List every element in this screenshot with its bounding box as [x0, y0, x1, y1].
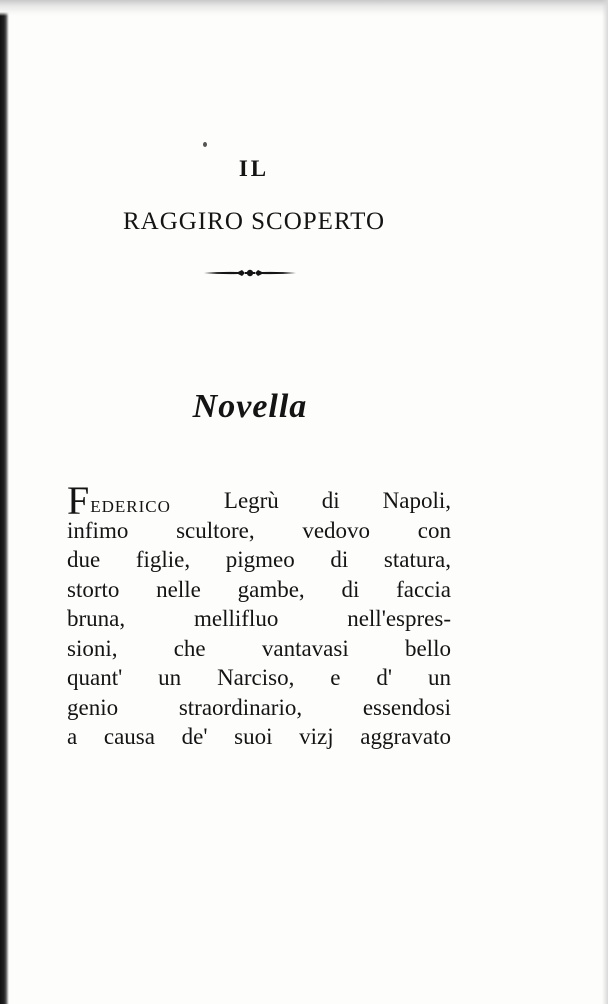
story-title: RAGGIRO SCOPERTO: [123, 208, 385, 235]
word: storto: [67, 576, 120, 602]
text-line-7: [67, 663, 451, 693]
title-article: IL: [238, 156, 270, 181]
word: pigmeo: [225, 547, 295, 572]
word: scultore,: [176, 517, 255, 543]
right-page-shadow: [602, 0, 608, 1004]
word: gambe,: [237, 576, 305, 602]
story-body: [67, 478, 451, 752]
word: due: [67, 547, 101, 572]
word: suoi: [234, 724, 273, 749]
genre-subtitle: Novella: [192, 388, 308, 425]
word: figlie,: [135, 547, 191, 572]
text-line-9: [67, 722, 451, 752]
word: vedovo: [302, 517, 371, 543]
word: essendosi: [362, 694, 451, 720]
word: nelle: [156, 576, 201, 602]
word: d': [376, 665, 393, 690]
ink-speck: [203, 142, 207, 147]
word: Legrù: [223, 488, 279, 513]
word: a: [67, 724, 78, 749]
word: bruna,: [67, 606, 126, 631]
binding-edge: [0, 0, 9, 1004]
text-line-1: [67, 478, 451, 523]
word: e: [330, 665, 341, 690]
text-line-4: [67, 575, 451, 605]
word: di: [321, 488, 340, 513]
word: quant': [67, 665, 123, 690]
text-line-2: [67, 516, 451, 546]
word: aggravato: [360, 724, 451, 749]
word: statura,: [383, 547, 451, 572]
opening-word: [67, 478, 181, 523]
text-line-6: [67, 634, 451, 664]
word: di: [341, 576, 360, 602]
word: Napoli,: [382, 488, 451, 513]
word: nell'espres-: [347, 606, 451, 631]
decorative-rule-icon: [202, 266, 298, 280]
small-caps-word: EDERICO: [90, 497, 171, 516]
word: causa: [103, 724, 155, 749]
word: bello: [404, 635, 451, 661]
word: un: [427, 665, 451, 690]
text-line-8: [67, 693, 451, 723]
top-page-shadow: [0, 0, 608, 16]
word: Narciso,: [217, 665, 295, 690]
word: vizj: [299, 724, 334, 749]
word: genio: [67, 694, 119, 720]
word: de': [181, 724, 208, 749]
word: sioni,: [67, 635, 118, 661]
word: straordinario,: [178, 694, 303, 720]
word: con: [417, 517, 451, 543]
text-line-3: [67, 545, 451, 575]
word: mellifluo: [194, 606, 279, 631]
word: che: [173, 635, 206, 661]
word: infimo: [67, 517, 129, 543]
word: vantavasi: [261, 635, 349, 661]
word: di: [330, 547, 349, 572]
text-line-5: [67, 604, 451, 634]
drop-cap: F: [67, 478, 90, 523]
word: faccia: [396, 576, 451, 602]
word: un: [158, 665, 182, 690]
